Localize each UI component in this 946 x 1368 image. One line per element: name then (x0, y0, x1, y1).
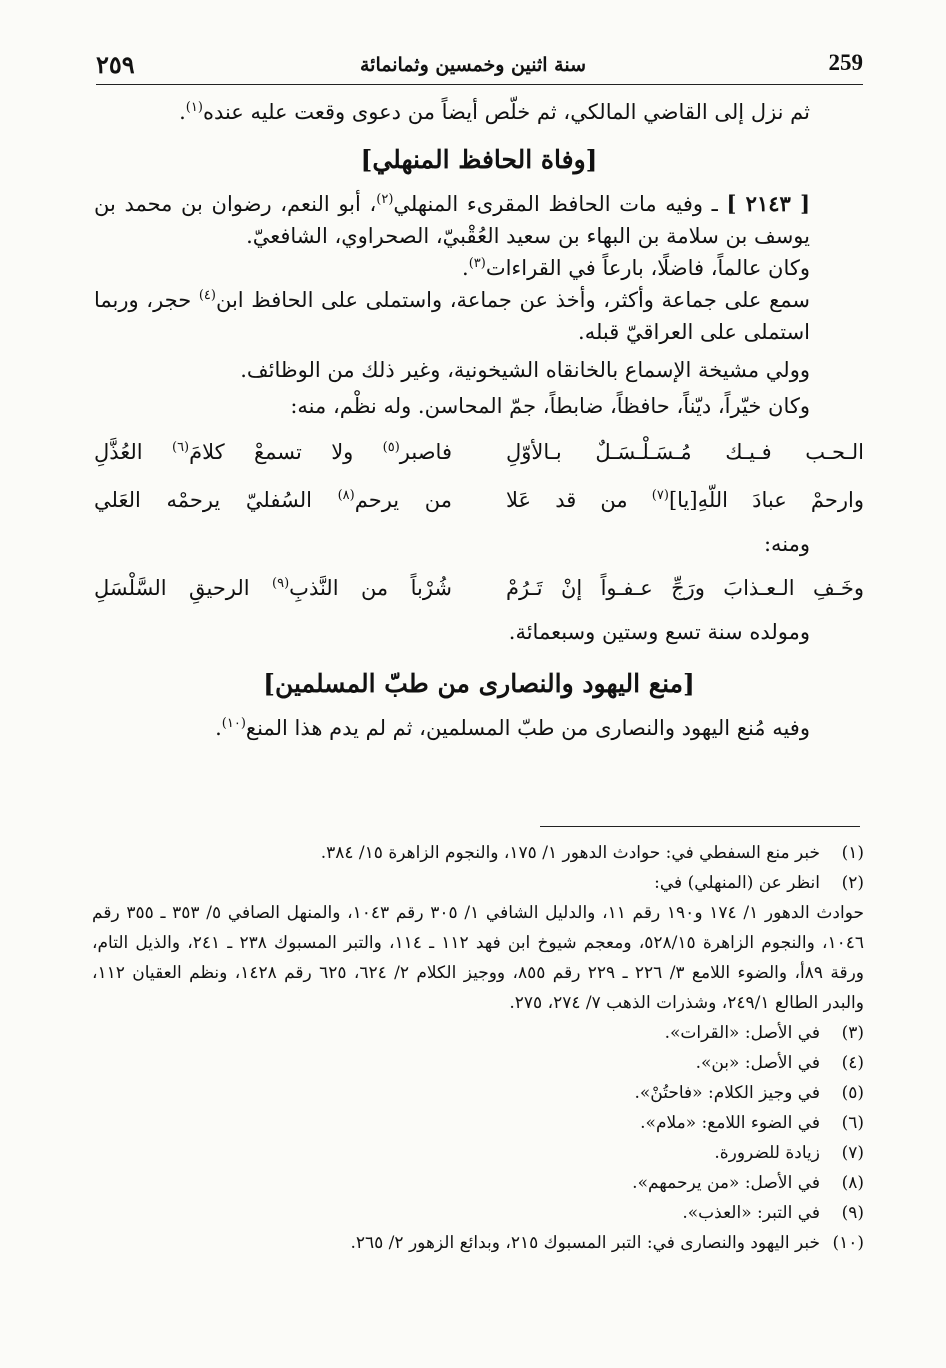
footnote-text: في الضوء اللامع: «ملام». (640, 1113, 820, 1133)
footnote-number: (٧) (841, 1143, 864, 1163)
header-rule (96, 84, 863, 85)
paragraph: وكان خيّراً، ديّناً، حافظاً، ضابطاً، جمّ المحاسن. وله نظْم، منه: (290, 394, 810, 418)
footnote-text: في الأصل: «من يرحمهم». (632, 1173, 820, 1193)
footnote-ref[interactable]: (٥) (382, 440, 400, 455)
verse-line (94, 480, 864, 520)
footnote-number: (٩) (841, 1203, 864, 1223)
footnote-number: (٣) (841, 1023, 864, 1043)
page-number-arabic: ٢٥٩ (96, 50, 135, 79)
footnote-text: زيادة للضرورة. (714, 1143, 820, 1163)
section-heading: [منع اليهود والنصارى من طبّ المسلمين] (263, 669, 695, 698)
footnote-number: (٤) (841, 1053, 864, 1073)
footnote-text: خبر اليهود والنصارى في: التبر المسبوك ٢١٥، وبدائع الزهور ٢/ ٢٦٥. (350, 1233, 820, 1253)
section-heading: [وفاة الحافظ المنهلي] (360, 145, 598, 174)
footnote-ref[interactable]: (٢) (376, 192, 394, 207)
paragraph: ومنه: (763, 532, 810, 556)
footnote-ref[interactable]: (٧) (651, 488, 669, 503)
footnote-text: في الأصل: «القرات». (664, 1023, 820, 1043)
footnote-ref[interactable]: (١) (185, 100, 203, 115)
footnote-ref[interactable]: (٦) (171, 440, 190, 455)
footnote-text: في وجيز الكلام: «فاحتُنْ». (634, 1083, 820, 1103)
paragraph: ثم نزل إلى القاضي المالكي، ثم خلّص أيضاً من دعوى وقعت عليه عنده$^{(١)}$. (179, 100, 810, 124)
footnote-separator (540, 826, 860, 827)
verse-hemistich-left: فاصبر$^{(٥)}$ ولا تسمعْ كلامَ$^{(٦)}$ العُذَّلِ (94, 440, 452, 464)
paragraph: ومولده سنة تسع وستين وسبعمائة. (508, 620, 810, 644)
running-title: سنة اثنين وخمسين وثمانمائة (359, 54, 586, 76)
footnote-ref[interactable]: (٣) (468, 256, 486, 271)
footnote-number: (٦) (841, 1113, 864, 1133)
footnote (92, 868, 864, 898)
footnote-ref[interactable]: (٩) (272, 576, 290, 591)
footnote-ref[interactable]: (٤) (198, 288, 216, 303)
footnote-text: في الأصل: «بن». (695, 1053, 820, 1073)
footnote-number: (٥) (841, 1083, 864, 1103)
footnote (92, 1018, 864, 1048)
verse-line (94, 432, 864, 472)
main-text (94, 96, 864, 744)
footnote (92, 1228, 864, 1258)
footnote (92, 1138, 864, 1168)
footnote-number: (١٠) (832, 1233, 864, 1253)
footnote-ref[interactable]: (١٠) (221, 716, 246, 731)
footnote-text: خبر منع السفطي في: حوادث الدهور ١/ ١٧٥، والنجوم الزاهرة ١٥/ ٣٨٤. (320, 843, 820, 863)
footnote-text: انظر عن (المنهلي) في: (654, 873, 820, 893)
footnote (92, 1168, 864, 1198)
verse-line (94, 568, 864, 608)
verse-hemistich-left: من يرحم$^{(٨)}$ السُفليّ يرحمْه العَلي (94, 488, 452, 512)
entry-paragraph: [ ٢١٤٣ ] ـ وفيه مات الحافظ المقرىء المنهلي$^{(٢)}$، أبو النعم، رضوان بن محمد بن يوسف بن سلامة بن البهاء بن سعيد العُقْبيّ، الصحراوي، الشافعيّ. (94, 191, 811, 248)
page-number-latin: 259 (828, 50, 863, 75)
footnote (92, 1198, 864, 1228)
verse-hemistich-right: وخَـفِ الـعـذابَ ورَجِّ عـفـواً إنْ تَـرُمْ (506, 576, 864, 600)
footnote (92, 1108, 864, 1138)
footnote-ref[interactable]: (٨) (337, 488, 355, 503)
verse-hemistich-right: وارحمْ عبادَ اللّهِ[يا]$^{(٧)}$ من قد عَلا (506, 488, 864, 512)
footnote (92, 838, 864, 868)
footnote-text: في التبر: «العذب». (682, 1203, 820, 1223)
paragraph: وفيه مُنع اليهود والنصارى من طبّ المسلمين، ثم لم يدم هذا المنع$^{(١٠)}$. (215, 716, 810, 740)
paragraph: وكان عالماً، فاضلًا، بارعاً في القراءات$^{(٣)}$. (462, 256, 810, 280)
footnote-number: (٢) (841, 873, 864, 893)
footnotes (92, 838, 864, 1258)
verse-hemistich-left: شُرْباً من النَّذبِ$^{(٩)}$ الرحيقِ السَّلْسَلِ (94, 576, 453, 600)
paragraph: وولي مشيخة الإسماع بالخانقاه الشيخونية، وغير ذلك من الوظائف. (240, 358, 810, 382)
entry-number: [ ٢١٤٣ ] (726, 191, 811, 216)
footnote (92, 1048, 864, 1078)
paragraph: سمع على جماعة وأكثر، وأخذ عن جماعة، واستملى على الحافظ ابن$^{(٤)}$ حجر، وربما استملى على العراقيّ قبله. (94, 288, 810, 344)
verse-hemistich-right: الـحـب فـيـك مُـسَـلْـسَـلٌ بـالأوّلِ (506, 440, 864, 464)
footnote (92, 1078, 864, 1108)
footnote-continuation: حوادث الدهور ١/ ١٧٤ و١٩٠ رقم ١١، والدليل الشافي ١/ ٣٠٥ رقم ١٠٤٣، والمنهل الصافي ٥/ ٣٥٣ ـ ٣٥٥ رقم ١٠٤٦، والنجوم الزاهرة ٥٢٨/١٥، ومعجم شيوخ ابن فهد ١١٢ ـ ١١٤، والتبر المسبوك ٢٣٨ ـ ٢٤١، والذيل التام، ورقة ٨٩أ، والضوء اللامع ٣/ ٢٢٦ ـ ٢٢٩ رقم ٨٥٥، ووجيز الكلام ٢/ ٦٢٤، ٦٢٥ رقم ١٤٢٨، ونظم العقيان ١١٢، والبدر الطالع ٢٤٩/١، وشذرات الذهب ٧/ ٢٧٤، ٢٧٥. (92, 903, 864, 1013)
page-header (0, 50, 946, 86)
footnote-number: (٨) (841, 1173, 864, 1193)
footnote-number: (١) (841, 843, 864, 863)
